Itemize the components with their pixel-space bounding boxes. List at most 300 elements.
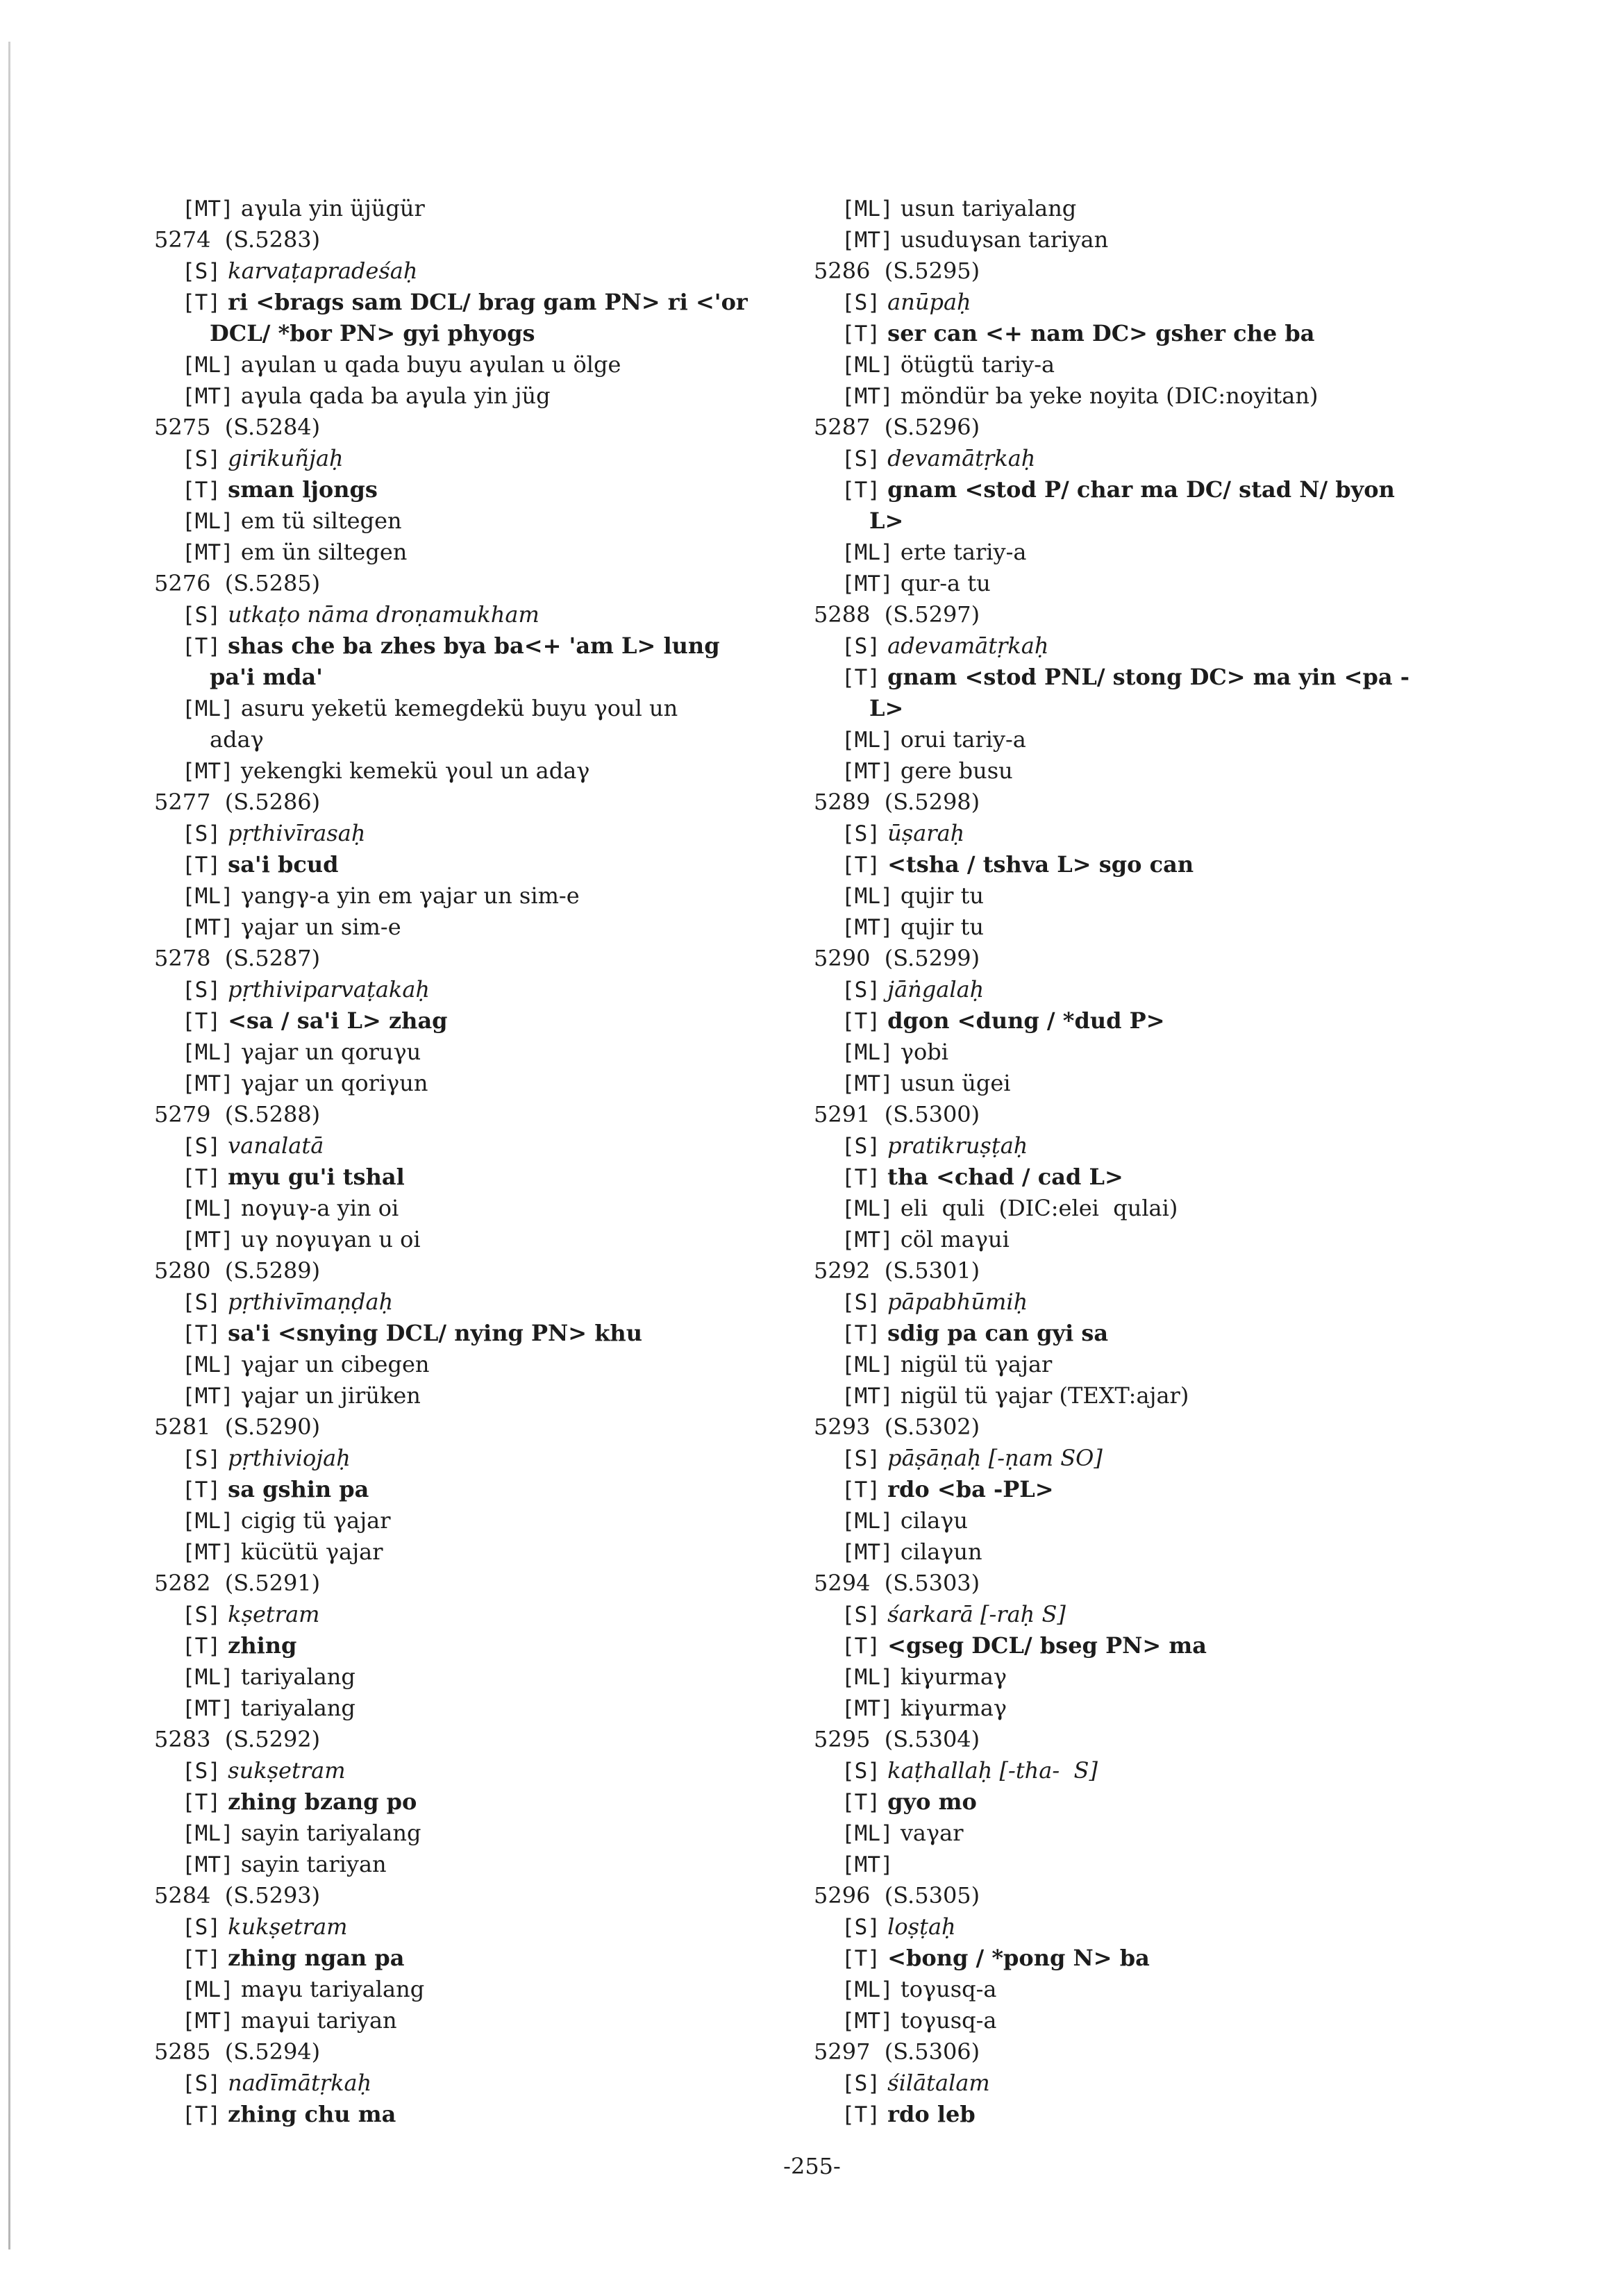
field-tag: [MT]: [182, 1384, 234, 1409]
field-text: vanalatā: [228, 1132, 324, 1159]
field-tag: [T]: [842, 853, 880, 878]
field-text: orui tariy-a: [900, 726, 1026, 753]
field-line: [154, 630, 835, 662]
field-text: toγusq-a: [900, 2007, 997, 2034]
field-text: ri <brags sam DCL/ brag gam PN> ri <'or: [228, 289, 748, 315]
field-line: [154, 1037, 835, 1068]
field-text: toγusq-a: [900, 1976, 997, 2002]
field-line: [814, 2005, 1494, 2036]
field-line: [154, 1162, 835, 1193]
field-text: γajar un cibegen: [240, 1351, 430, 1377]
field-line: [154, 599, 835, 630]
field-text: nigül tü γajar (TEXT:ajar): [900, 1382, 1189, 1409]
field-tag: [MT]: [182, 1227, 234, 1252]
field-text: qujir tu: [900, 882, 985, 909]
field-text: girikuñjaḥ: [228, 445, 344, 471]
field-tag: [S]: [182, 446, 221, 471]
entry-number: 5281 (S.5290): [154, 1414, 321, 1440]
field-tag: [ML]: [842, 1665, 894, 1690]
field-text: anūpaḥ: [887, 289, 971, 315]
field-text: cöl maγui: [900, 1226, 1010, 1252]
field-line: [814, 443, 1494, 474]
page-number: -255-: [783, 2153, 841, 2179]
field-line: [154, 1818, 835, 1849]
field-tag: [MT]: [842, 1384, 894, 1409]
field-text: aγula yin üjügür: [240, 195, 425, 221]
field-text: kṣetram: [228, 1601, 320, 1627]
field-tag: [ML]: [842, 353, 894, 378]
field-tag: [T]: [842, 1790, 880, 1815]
field-line: [154, 2005, 835, 2036]
field-tag: [T]: [182, 1946, 221, 1971]
field-text: cilaγun: [900, 1539, 982, 1565]
entry-number: 5288 (S.5297): [814, 601, 980, 628]
field-line: [154, 880, 835, 912]
field-text: usuduγsan tariyan: [900, 226, 1109, 253]
field-line: [154, 2099, 835, 2130]
field-text: devamātṛkaḥ: [887, 445, 1036, 471]
field-text: zhing bzang po: [228, 1788, 417, 1815]
field-tag: [MT]: [182, 1852, 234, 1877]
entry-number: 5295 (S.5304): [814, 1726, 980, 1752]
field-text: loṣṭaḥ: [887, 1913, 956, 1940]
field-tag: [T]: [842, 2102, 880, 2127]
field-text: erte tariy-a: [900, 539, 1027, 565]
field-line: [814, 193, 1494, 224]
field-text: zhing: [228, 1632, 297, 1659]
field-text: vaγar: [900, 1820, 964, 1846]
field-tag: [T]: [182, 1165, 221, 1190]
left-column: [154, 193, 835, 2130]
field-line: [154, 1661, 835, 1693]
continuation-text: L>: [869, 508, 904, 534]
field-line: [154, 1130, 835, 1162]
field-tag: [S]: [182, 259, 221, 284]
field-line: [154, 537, 835, 568]
field-line: [154, 1599, 835, 1630]
field-line: [814, 2099, 1494, 2130]
field-text: sa'i <snying DCL/ nying PN> khu: [228, 1320, 642, 1346]
field-line: [814, 724, 1494, 755]
field-line: [154, 1849, 835, 1880]
field-text: zhing ngan pa: [228, 1945, 405, 1971]
field-line: [814, 1443, 1494, 1474]
field-tag: [S]: [842, 634, 880, 659]
field-text: aγula qada ba aγula yin jüg: [240, 383, 551, 409]
field-text: ūṣaraḥ: [887, 820, 965, 846]
field-line: [814, 474, 1494, 505]
field-tag: [MT]: [842, 228, 894, 253]
field-tag: [T]: [842, 1165, 880, 1190]
field-tag: [MT]: [182, 2009, 234, 2034]
field-tag: [ML]: [842, 540, 894, 565]
field-text: zhing chu ma: [228, 2101, 396, 2127]
field-tag: [T]: [182, 1321, 221, 1346]
continuation-text: DCL/ *bor PN> gyi phyogs: [210, 320, 535, 346]
field-line: [814, 1755, 1494, 1786]
field-tag: [S]: [842, 1915, 880, 1940]
field-tag: [ML]: [182, 1509, 234, 1534]
field-tag: [MT]: [182, 196, 234, 221]
field-tag: [ML]: [182, 1040, 234, 1065]
field-text: kiγurmaγ: [900, 1695, 1007, 1721]
field-line: [154, 693, 835, 724]
field-line: [154, 1193, 835, 1224]
field-text: pṛthivīrasaḥ: [228, 820, 366, 846]
entry-number: 5283 (S.5292): [154, 1726, 321, 1752]
field-line: [154, 1224, 835, 1255]
field-text: maγui tariyan: [240, 2007, 397, 2034]
field-tag: [MT]: [842, 1227, 894, 1252]
entry-number: 5280 (S.5289): [154, 1257, 321, 1284]
field-line: [154, 974, 835, 1005]
right-column: [814, 193, 1494, 2130]
field-line: [814, 1849, 1494, 1880]
field-text: sdig pa can gyi sa: [887, 1320, 1109, 1346]
field-tag: [T]: [842, 1009, 880, 1034]
field-line: [154, 255, 835, 287]
field-tag: [T]: [842, 478, 880, 503]
field-line: [154, 1536, 835, 1568]
field-line: [814, 1162, 1494, 1193]
field-line: [154, 1630, 835, 1661]
field-tag: [T]: [182, 1790, 221, 1815]
field-text: sman ljongs: [228, 476, 378, 503]
field-text: śilātalam: [887, 2070, 990, 2096]
field-line: [814, 318, 1494, 349]
field-text: γajar un sim-e: [240, 914, 401, 940]
field-tag: [S]: [182, 1759, 221, 1784]
continuation-line: [814, 505, 1494, 537]
field-text: utkaṭo nāma droṇamukham: [228, 601, 539, 628]
field-text: pratikruṣṭaḥ: [887, 1132, 1028, 1159]
field-tag: [T]: [842, 1321, 880, 1346]
field-tag: [MT]: [842, 384, 894, 409]
entry-number: 5278 (S.5287): [154, 945, 321, 971]
field-text: pṛthiviparvaṭakaḥ: [228, 976, 430, 1003]
field-line: [814, 1943, 1494, 1974]
entry-number: 5282 (S.5291): [154, 1570, 321, 1596]
field-text: usun tariyalang: [900, 195, 1077, 221]
field-tag: [T]: [842, 321, 880, 346]
field-line: [154, 1943, 835, 1974]
field-line: [814, 1068, 1494, 1099]
continuation-line: [814, 693, 1494, 724]
field-line: [154, 380, 835, 412]
field-tag: [S]: [182, 1446, 221, 1471]
field-tag: [MT]: [182, 1540, 234, 1565]
field-line: [814, 1005, 1494, 1037]
field-tag: [ML]: [842, 1196, 894, 1221]
field-line: [154, 1287, 835, 1318]
field-tag: [S]: [842, 290, 880, 315]
field-tag: [S]: [842, 446, 880, 471]
field-tag: [T]: [182, 290, 221, 315]
field-text: pṛthiviojaḥ: [228, 1445, 351, 1471]
field-tag: [S]: [842, 1134, 880, 1159]
field-tag: [ML]: [842, 1352, 894, 1377]
continuation-text: L>: [869, 695, 904, 721]
field-tag: [ML]: [182, 1665, 234, 1690]
field-tag: [S]: [182, 2071, 221, 2096]
field-text: pṛthivīmaṇḍaḥ: [228, 1289, 394, 1315]
field-tag: [S]: [842, 2071, 880, 2096]
field-tag: [S]: [842, 1290, 880, 1315]
field-text: <tsha / tshva L> sgo can: [887, 851, 1194, 878]
field-tag: [T]: [182, 2102, 221, 2127]
field-line: [814, 1287, 1494, 1318]
field-tag: [ML]: [182, 509, 234, 534]
field-tag: [S]: [842, 1602, 880, 1627]
field-line: [814, 287, 1494, 318]
field-text: qujir tu: [900, 914, 985, 940]
field-tag: [MT]: [182, 540, 234, 565]
field-tag: [MT]: [842, 571, 894, 596]
field-text: tariyalang: [240, 1695, 355, 1721]
field-tag: [MT]: [842, 915, 894, 940]
field-text: γajar un qoriγun: [240, 1070, 428, 1096]
field-line: [814, 1630, 1494, 1661]
field-tag: [ML]: [182, 1196, 234, 1221]
field-line: [814, 224, 1494, 255]
field-tag: [MT]: [182, 1696, 234, 1721]
entry-number: 5290 (S.5299): [814, 945, 980, 971]
field-text: kücütü γajar: [240, 1539, 383, 1565]
field-line: [814, 1380, 1494, 1411]
field-tag: [ML]: [842, 1040, 894, 1065]
field-tag: [T]: [842, 1634, 880, 1659]
field-line: [814, 1349, 1494, 1380]
field-tag: [ML]: [842, 1977, 894, 2002]
field-line: [154, 818, 835, 849]
field-line: [814, 1786, 1494, 1818]
field-text: <gseg DCL/ bseg PN> ma: [887, 1632, 1207, 1659]
field-line: [154, 1755, 835, 1786]
field-text: cilaγu: [900, 1507, 969, 1534]
field-text: kukṣetram: [228, 1913, 348, 1940]
field-tag: [ML]: [182, 353, 234, 378]
field-text: sukṣetram: [228, 1757, 346, 1784]
field-tag: [S]: [182, 821, 221, 846]
field-text: kiγurmaγ: [900, 1664, 1007, 1690]
field-tag: [T]: [182, 853, 221, 878]
field-line: [814, 1130, 1494, 1162]
field-tag: [ML]: [182, 884, 234, 909]
field-line: [154, 1068, 835, 1099]
field-text: nadīmātṛkaḥ: [228, 2070, 372, 2096]
field-text: yekengki kemekü γoul un adaγ: [240, 757, 590, 784]
continuation-line: [154, 662, 835, 693]
field-line: [814, 1599, 1494, 1630]
field-text: uγ noγuγan u oi: [240, 1226, 421, 1252]
field-tag: [MT]: [842, 1540, 894, 1565]
field-line: [814, 1911, 1494, 1943]
field-line: [154, 193, 835, 224]
field-tag: [ML]: [182, 1352, 234, 1377]
field-line: [814, 662, 1494, 693]
field-text: <sa / sa'i L> zhag: [228, 1007, 448, 1034]
entry-number: 5289 (S.5298): [814, 789, 980, 815]
field-tag: [S]: [182, 1602, 221, 1627]
field-text: noγuγ-a yin oi: [240, 1195, 399, 1221]
field-line: [814, 2068, 1494, 2099]
field-text: pāpabhūmiḥ: [887, 1289, 1028, 1315]
field-tag: [S]: [182, 603, 221, 628]
field-text: möndür ba yeke noyita (DIC:noyitan): [900, 383, 1319, 409]
field-line: [154, 1349, 835, 1380]
field-text: aγulan u qada buyu aγulan u ölge: [240, 351, 621, 378]
field-text: ötügtü tariy-a: [900, 351, 1055, 378]
entry-number: 5276 (S.5285): [154, 570, 321, 596]
field-text: gere busu: [900, 757, 1013, 784]
field-tag: [MT]: [842, 1696, 894, 1721]
field-text: rdo <ba -PL>: [887, 1476, 1054, 1502]
field-line: [154, 2068, 835, 2099]
entry-number: 5293 (S.5302): [814, 1414, 980, 1440]
field-text: sayin tariyan: [240, 1851, 387, 1877]
field-text: γangγ-a yin em γajar un sim-e: [240, 882, 580, 909]
field-line: [814, 1693, 1494, 1724]
entry-number: 5291 (S.5300): [814, 1101, 980, 1128]
field-tag: [S]: [182, 1134, 221, 1159]
field-tag: [T]: [182, 1009, 221, 1034]
continuation-line: [154, 724, 835, 755]
field-text: jāṅgalaḥ: [887, 976, 985, 1003]
field-line: [154, 1505, 835, 1536]
field-line: [154, 474, 835, 505]
field-text: maγu tariyalang: [240, 1976, 425, 2002]
field-line: [814, 1193, 1494, 1224]
field-line: [154, 912, 835, 943]
field-line: [814, 1224, 1494, 1255]
field-line: [814, 912, 1494, 943]
field-text: sa gshin pa: [228, 1476, 369, 1502]
field-tag: [ML]: [842, 1821, 894, 1846]
field-tag: [T]: [842, 1477, 880, 1502]
field-tag: [MT]: [842, 1071, 894, 1096]
field-text: adevamātṛkaḥ: [887, 632, 1049, 659]
field-tag: [MT]: [182, 915, 234, 940]
field-tag: [S]: [842, 978, 880, 1003]
field-line: [814, 818, 1494, 849]
field-tag: [S]: [842, 821, 880, 846]
field-text: <bong / *pong N> ba: [887, 1945, 1150, 1971]
field-tag: [MT]: [182, 1071, 234, 1096]
field-line: [814, 849, 1494, 880]
field-line: [154, 755, 835, 787]
entry-number: 5292 (S.5301): [814, 1257, 980, 1284]
entry-number: 5294 (S.5303): [814, 1570, 980, 1596]
field-tag: [MT]: [182, 759, 234, 784]
field-tag: [ML]: [842, 1509, 894, 1534]
continuation-text: pa'i mda': [210, 664, 323, 690]
field-tag: [T]: [182, 478, 221, 503]
field-text: em tü siltegen: [240, 508, 402, 534]
field-text: gnam <stod PNL/ stong DC> ma yin <pa -: [887, 664, 1409, 690]
field-tag: [ML]: [842, 884, 894, 909]
field-text: śarkarā [-raḥ S]: [887, 1601, 1066, 1627]
entry-number: 5284 (S.5293): [154, 1882, 321, 1909]
field-text: myu gu'i tshal: [228, 1164, 405, 1190]
field-text: pāṣāṇaḥ [-ṇam SO]: [887, 1445, 1103, 1471]
field-text: ser can <+ nam DC> gsher che ba: [887, 320, 1315, 346]
field-text: sayin tariyalang: [240, 1820, 421, 1846]
field-text: rdo leb: [887, 2101, 976, 2127]
field-text: nigül tü γajar: [900, 1351, 1053, 1377]
entry-number: 5285 (S.5294): [154, 2038, 321, 2065]
field-line: [814, 1474, 1494, 1505]
field-text: γajar un qoruγu: [240, 1039, 421, 1065]
field-tag: [T]: [182, 634, 221, 659]
field-line: [814, 630, 1494, 662]
field-line: [154, 349, 835, 380]
entry-number: 5296 (S.5305): [814, 1882, 980, 1909]
field-tag: [ML]: [842, 728, 894, 753]
field-tag: [MT]: [842, 1852, 894, 1877]
field-text: karvaṭapradeśaḥ: [228, 258, 418, 284]
field-line: [154, 1318, 835, 1349]
field-tag: [S]: [182, 978, 221, 1003]
field-tag: [ML]: [182, 1821, 234, 1846]
field-tag: [T]: [842, 665, 880, 690]
field-tag: [T]: [182, 1477, 221, 1502]
field-tag: [S]: [842, 1446, 880, 1471]
field-text: qur-a tu: [900, 570, 991, 596]
field-line: [814, 349, 1494, 380]
field-line: [814, 755, 1494, 787]
field-line: [814, 1818, 1494, 1849]
field-text: shas che ba zhes bya ba<+ 'am L> lung: [228, 632, 720, 659]
entry-number: 5297 (S.5306): [814, 2038, 980, 2065]
field-tag: [ML]: [182, 696, 234, 721]
field-line: [154, 1380, 835, 1411]
field-tag: [S]: [182, 1915, 221, 1940]
field-line: [814, 1505, 1494, 1536]
field-text: eli quli (DIC:elei qulai): [900, 1195, 1178, 1221]
entry-number: 5275 (S.5284): [154, 414, 321, 440]
field-text: γajar un jirüken: [240, 1382, 421, 1409]
field-line: [154, 1786, 835, 1818]
field-line: [154, 1474, 835, 1505]
field-text: dgon <dung / *dud P>: [887, 1007, 1165, 1034]
field-line: [154, 1693, 835, 1724]
field-line: [814, 1318, 1494, 1349]
field-tag: [T]: [182, 1634, 221, 1659]
field-tag: [MT]: [182, 384, 234, 409]
field-tag: [S]: [182, 1290, 221, 1315]
field-text: kaṭhallaḥ [-tha- S]: [887, 1757, 1098, 1784]
field-text: usun ügei: [900, 1070, 1011, 1096]
field-line: [154, 505, 835, 537]
field-tag: [MT]: [842, 759, 894, 784]
field-line: [814, 974, 1494, 1005]
continuation-line: [154, 318, 835, 349]
field-text: gyo mo: [887, 1788, 977, 1815]
field-line: [814, 568, 1494, 599]
entry-number: 5277 (S.5286): [154, 789, 321, 815]
field-line: [154, 849, 835, 880]
field-text: em ün siltegen: [240, 539, 408, 565]
field-text: tariyalang: [240, 1664, 355, 1690]
field-line: [154, 1974, 835, 2005]
field-tag: [S]: [842, 1759, 880, 1784]
field-text: cigig tü γajar: [240, 1507, 391, 1534]
field-line: [154, 1443, 835, 1474]
field-line: [814, 1037, 1494, 1068]
field-line: [814, 380, 1494, 412]
field-text: gnam <stod P/ char ma DC/ stad N/ byon: [887, 476, 1395, 503]
continuation-text: adaγ: [210, 726, 264, 753]
